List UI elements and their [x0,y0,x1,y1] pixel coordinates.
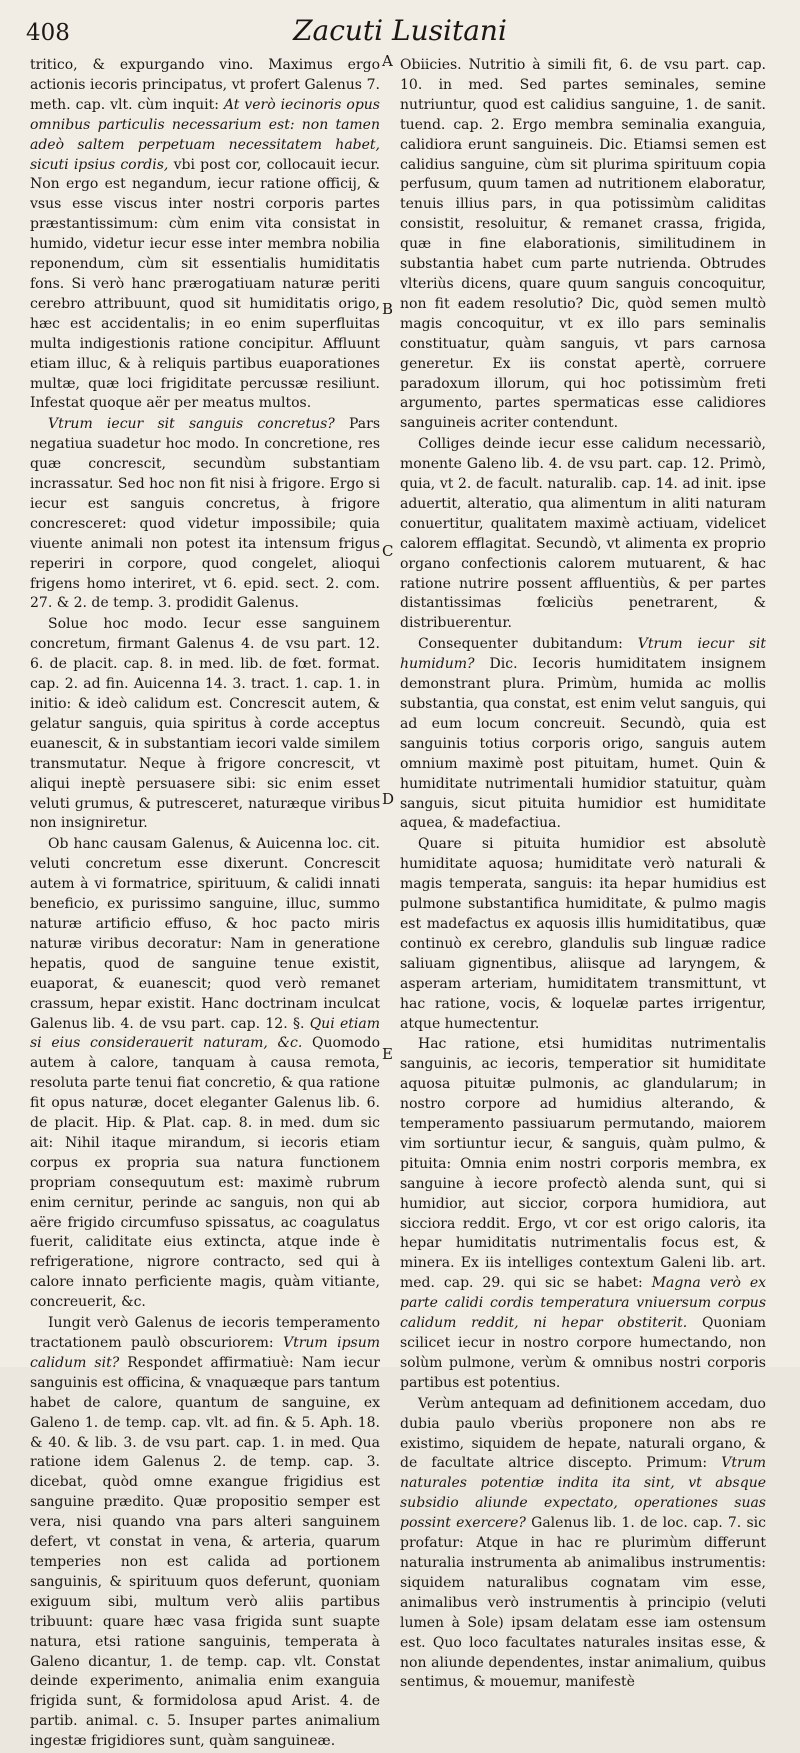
paragraph: Hac ratione, etsi humiditas nutrimentalis sanguinis, ac iecoris, temperatior sit humiditate aquosa pituitæ pulmonis, ac glandularum; in nostro corpore ad humidius alterando, & temperamento passiuarum permutando, maiorem vim sortiuntur iecur, & sanguis, quàm pulmo, & pituita: Omnia enim nostri corporis membra, ex sanguine à iecore profectò alenda sunt, qui si humidior, aut siccior, corpora humidiora, aut sicciora reddit. Ergo, vt cor est origo caloris, ita hepar humiditatis nutrimentalis focus est, & minera. Ex iis intelliges contextum Galeni lib. art. med. cap. 29. qui sic se habet: Magna verò ex parte calidi cordis temperatura vniuersum corpus calidum reddit, ni hepar obstiterit. Quoniam scilicet iecur in nostro corpore humectando, non solùm pulmone, verùm & omnibus nostri corporis partibus est potentius. [400,1036,766,1391]
left-column [30,56,380,1753]
margin-letter-c: C [382,542,394,560]
margin-letter-a: A [382,52,393,70]
paragraph: tritico, & expurgando vino. Maximus ergo actionis iecoris principatus, vt profert Galenus 7. meth. cap. vlt. cùm inquit: At verò iecinoris opus omnibus particulis necessarium est: non tamen adeò saltem perpetuam necessitatem habet, sicuti ipsius cordis, vbi post cor, collocauit iecur. Non ergo est negandum, iecur ratione officij, & vsus esse viscus inter nostri corporis partes præstantissimum: cùm enim vita consistat in humido, videtur iecur esse inter membra nobilia reponendum, cùm sit essentialis humiditatis fons. Si verò hanc prærogatiuam naturæ periti cerebro attribuunt, quod sit humiditatis origo, hæc est accidentalis; in eo enim superfluitas multa indigestionis ratione concipitur. Affluunt etiam illuc, & à reliquis partibus euaporationes multæ, quæ loci frigiditate percussæ resiliunt. Infestat quoque aër per meatus multos. [30,57,380,412]
margin-letter-b: B [382,300,394,318]
page-number: 408 [26,20,70,46]
right-column [400,56,766,1694]
paragraph: Solue hoc modo. Iecur esse sanguinem concretum, firmant Galenus 4. de vsu part. 12. 6. de placit. cap. 8. in med. lib. de fœt. format. cap. 2. ad fin. Auicenna 14. 3. tract. 1. cap. 1. in initio: & ideò calidum est. Concrescit autem, & gelatur sanguis, quia spiritus à corde acceptus euanescit, & in substantiam iecori valde similem transmutatur. Neque à frigore concrescit, vt aliqui ineptè persuasere sibi: sic enim esset veluti grumus, & putresceret, naturæque viribus non insigniretur. [30,616,380,832]
paragraph: Vtrum iecur sit sanguis concretus? Pars negatiua suadetur hoc modo. In concretione, res quæ concrescit, secundùm substantiam incrassatur. Sed hoc non fit nisi à frigore. Ergo si iecur est sanguis concretus, à frigore concresceret: quod videtur impossibile; quia viuente animali non potest ita intensum frigus reperiri in corpore, quod congelet, alioqui frigens homo interiret, vt 6. epid. sect. 2. com. 27. & 2. de temp. 3. prodidit Galenus. [30,416,381,612]
paragraph: Colliges deinde iecur esse calidum necessariò, monente Galeno lib. 4. de vsu part. cap. 12. Primò, quia, vt 2. de facult. naturalib. cap. 14. ad init. ipse aduertit, alteratio, qua alimentum in aliti naturam conuertitur, qualitatem maximè actiuam, videlicet calorem efflagitat. Secundò, vt alimenta ex proprio organo confectionis calorem mutuarent, & hac ratione nutrire possent affluentiùs, & per partes distantissimas fœliciùs penetrarent, & distribuerentur. [400,436,766,632]
paragraph: Verùm antequam ad definitionem accedam, duo dubia paulo vberiùs proponere non abs re existimo, siquidem de hepate, naturali organo, & de facultate altrice discepto. Primum: Vtrum naturales potentiæ indita ita sint, vt absque subsidio aliunde expectato, operationes suas possint exercere? Galenus lib. 1. de loc. cap. 7. sic profatur: Atque in hac re plurimùm differunt naturalia instrumenta ab animalibus instrumentis: siquidem naturalibus cognatam vim esse, animalibus verò instrumentis à principio (veluti lumen à Sole) ipsam delatam esse iam ostensum est. Quo loco facultates naturales insitas esse, & non aliunde dependentes, instar animalium, quibus sentimus, & mouemur, manifestè [400,1395,766,1691]
paragraph: Obiicies. Nutritio à simili fit, 6. de vsu part. cap. 10. in med. Sed partes seminales, semine nutriuntur, quod est calidius sanguine, 1. de sanit. tuend. cap. 2. Ergo membra seminalia exanguia, calidiora erunt sanguineis. Dic. Etiamsi semen est calidius sanguine, cùm sit plurima spirituum copia perfusum, quum tamen ad nutritionem elaboratur, tenuis illius pars, in qua potissimùm caliditas consistit, resoluitur, & remanet crassa, frigida, quæ in fine elaborationis, similitudinem in substantia habet cum parte nutrienda. Obtrudes vlteriùs dicens, quare quum sanguis concoquitur, non fit eadem resolutio? Dic, quòd semen multò magis concoquitur, vt ex illo pars seminalis constituatur, quàm sanguis, vt pars carnosa generetur. Ex iis constat apertè, corruere paradoxum illorum, qui hoc potissimùm freti argumento, partes spermaticas esse calidiores sanguineis acriter contendunt. [400,57,766,432]
margin-letter-d: D [382,790,395,808]
running-title: Zacuti Lusitani [293,14,507,47]
paragraph: Iungit verò Galenus de iecoris temperamento tractationem paulò obscuriorem: Vtrum ipsum calidum sit? Respondet affirmatiuè: Nam iecur sanguinis est officina, & vnaquæque pars tantum habet de calore, quantum de sanguine, ex Galeno 1. de temp. cap. vlt. ad fin. & 5. Aph. 18. & 40. & lib. 3. de vsu part. cap. 1. in med. Qua ratione idem Galenus 2. de temp. cap. 3. dicebat, quòd omne exangue frigidius est sanguine prædito. Quæ propositio semper est vera, nisi quando vna pars alteri sanguinem defert, vt constat in vena, & arteria, quarum temperies non est calida ad portionem sanguinis, & spirituum quos deferunt, quoniam exiguum sibi, multum verò aliis partibus tribuunt: quare hæc vasa frigida sunt suapte natura, etsi ratione sanguinis, temperata à Galeno dicantur, 1. de temp. cap. vlt. Constat deinde experimento, animalia enim exanguia frigida sunt, & formidolosa apud Arist. 4. de partib. animal. c. 5. Insuper partes animalium ingestæ frigidiores sunt, quàm sanguineæ. [30,1315,381,1750]
margin-letter-e: E [382,1045,393,1063]
paragraph: Consequenter dubitandum: Vtrum iecur sit humidum? Dic. Iecoris humiditatem insignem demonstrant plura. Primùm, humida ac mollis substantia, qua constat, est enim velut sanguis, qui ad eum locum concreuit. Secundò, quia est sanguinis totius corporis origo, sanguis autem omnium maximè post pituitam, humet. Quin & humiditate nutrimentali humidior statuitur, quàm sanguis, sicut pituita humidior est humiditate aquea, & madefactiua. [400,636,766,832]
paragraph: Quare si pituita humidior est absolutè humiditate aquosa; humiditate verò naturali & magis temperata, sanguis: ita hepar humidius est pulmone substantifica humiditate, & pulmo magis est madefactus ex aquosis illis humiditatibus, quæ continuò ex cerebro, glandulis sub linguæ radice saliuam gignentibus, aliisque ad laryngem, & asperam arteriam, humiditatem transmittunt, vt hac ratione, vocis, & loquelæ partes irrigentur, atque humectentur. [400,836,766,1032]
paragraph: Ob hanc causam Galenus, & Auicenna loc. cit. veluti concretum esse dixerunt. Concrescit autem à vi formatrice, spirituum, & calidi innati beneficio, ex purissimo sanguine, illuc, summo naturæ artificio effuso, & hoc pacto miris naturæ viribus decoratur: Nam in generatione hepatis, quod de sanguine tenue existit, euaporat, & euanescit; quod verò remanet crassum, hepar existit. Hanc doctrinam inculcat Galenus lib. 4. de vsu part. cap. 12. §. Qui etiam si eius considerauerit naturam, &c. Quomodo autem à calore, tanquam à causa remota, resoluta parte tenui fiat concretio, & qua ratione fit opus naturæ, docet eleganter Galenus lib. 6. de placit. Hip. & Plat. cap. 8. in med. dum sic ait: Nihil itaque mirandum, si iecoris etiam corpus ex propria sua natura functionem propriam consequutum est: maximè rubrum enim cernitur, perinde ac sanguis, non qui ab aëre frigido circumfuso spissatus, ac coagulatus fuerit, caliditate eius extincta, atque inde è refrigeratione, nigrore contracto, sed qui à calore innato perficiente magis, quàm vitiante, concreuerit, &c. [30,836,380,1311]
